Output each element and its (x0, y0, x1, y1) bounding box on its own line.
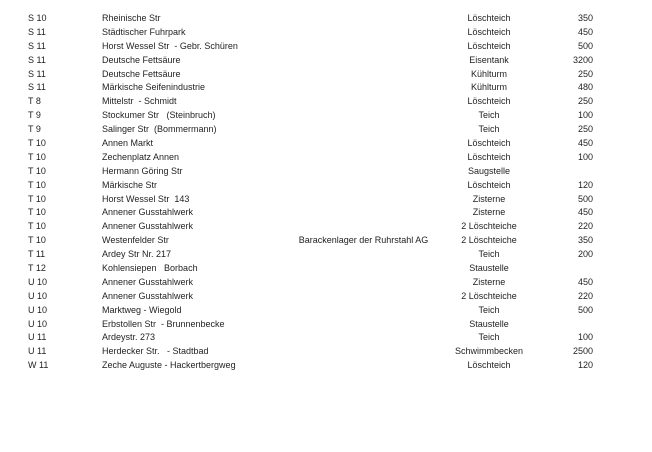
capacity-cell: 500 (577, 193, 593, 204)
type-cell: Staustelle (469, 318, 509, 329)
capacity-cell: 450 (577, 26, 593, 37)
table-row (28, 262, 593, 276)
table-row (28, 109, 593, 123)
table-row (28, 12, 593, 26)
location-cell: Zechenplatz Annen (102, 151, 180, 162)
location-cell: Deutsche Fettsäure (102, 54, 181, 65)
table-row (28, 248, 593, 262)
grid-ref-cell: U 10 (28, 318, 48, 329)
capacity-cell: 500 (577, 40, 593, 51)
location-cell: Horst Wessel Str 143 (102, 193, 190, 204)
location-cell: Annener Gusstahlwerk (102, 221, 194, 232)
capacity-cell: 450 (577, 207, 593, 218)
capacity-cell: 250 (577, 124, 593, 135)
grid-ref-cell: S 11 (28, 68, 46, 79)
grid-ref-cell: T 10 (28, 221, 46, 232)
table-row (28, 95, 593, 109)
location-cell: Annener Gusstahlwerk (102, 276, 194, 287)
location-cell: Ardey Str Nr. 217 (102, 249, 172, 260)
grid-ref-cell: U 10 (28, 304, 48, 315)
grid-ref-cell: S 11 (28, 54, 46, 65)
capacity-cell: 120 (577, 179, 593, 190)
capacity-cell: 200 (577, 249, 593, 260)
table-row (28, 137, 593, 151)
table-row (28, 151, 593, 165)
location-cell: Märkische Str (102, 179, 158, 190)
location-cell: Horst Wessel Str - Gebr. Schüren (102, 40, 238, 51)
location-cell: Zeche Auguste - Hackertbergweg (102, 360, 236, 371)
grid-ref-cell: T 10 (28, 138, 46, 149)
capacity-cell: 100 (577, 151, 593, 162)
location-cell: Erbstollen Str - Brunnenbecke (102, 318, 225, 329)
grid-ref-cell: S 10 (28, 13, 47, 23)
type-cell: Löschteich (467, 179, 511, 190)
capacity-cell: 450 (577, 276, 593, 287)
capacity-cell: 100 (577, 110, 593, 121)
location-cell: Annener Gusstahlwerk (102, 207, 194, 218)
type-cell: Kühlturm (470, 68, 507, 79)
type-cell: Zisterne (472, 276, 506, 287)
type-cell: Teich (478, 332, 500, 343)
type-cell: Zisterne (472, 207, 506, 218)
note-cell: Barackenlager der Ruhrstahl AG (298, 235, 429, 246)
table-row (28, 40, 593, 54)
grid-ref-cell: T 11 (28, 249, 46, 260)
capacity-cell: 480 (577, 82, 593, 93)
grid-ref-cell: S 11 (28, 82, 46, 93)
table-row (28, 165, 593, 179)
location-cell: Ardeystr. 273 (102, 332, 156, 343)
location-cell: Märkische Seifenindustrie (102, 82, 206, 93)
table-row (28, 179, 593, 193)
grid-ref-cell: S 11 (28, 40, 46, 51)
grid-ref-cell: T 12 (28, 263, 46, 274)
capacity-cell: 250 (577, 68, 593, 79)
table-row (28, 304, 593, 318)
location-cell: Stockumer Str (Steinbruch) (102, 110, 216, 121)
location-cell: Marktweg - Wiegold (102, 304, 182, 315)
location-cell: Deutsche Fettsäure (102, 68, 181, 79)
location-cell: Hermann Göring Str (102, 165, 183, 176)
capacity-cell: 350 (577, 13, 593, 23)
type-cell: Löschteich (467, 360, 511, 371)
type-cell: Teich (478, 124, 500, 135)
table-row (28, 26, 593, 40)
grid-ref-cell: T 9 (28, 110, 41, 121)
type-cell: Saugstelle (467, 165, 511, 176)
type-cell: Teich (478, 304, 500, 315)
table-row (28, 359, 593, 373)
type-cell: Kühlturm (470, 82, 507, 93)
location-cell: Rheinische Str (102, 13, 161, 23)
table-row (28, 345, 593, 359)
table-row (28, 331, 593, 345)
type-cell: Löschteich (467, 40, 511, 51)
grid-ref-cell: S 11 (28, 26, 46, 37)
capacity-cell: 500 (577, 304, 593, 315)
location-cell: Mittelstr - Schmidt (102, 96, 177, 107)
type-cell: Löschteich (467, 13, 511, 23)
capacity-cell: 120 (577, 360, 593, 371)
table-row (28, 318, 593, 332)
table-row (28, 234, 593, 248)
grid-ref-cell: T 10 (28, 151, 46, 162)
table-row (28, 220, 593, 234)
table-row (28, 123, 593, 137)
table-row (28, 54, 593, 68)
grid-ref-cell: T 10 (28, 179, 46, 190)
capacity-cell: 250 (577, 96, 593, 107)
type-cell: Staustelle (469, 263, 509, 274)
capacity-cell: 3200 (572, 54, 593, 65)
location-cell: Städtischer Fuhrpark (102, 26, 186, 37)
location-cell: Kohlensiepen Borbach (102, 263, 198, 274)
grid-ref-cell: T 8 (28, 96, 41, 107)
capacity-cell: 100 (577, 332, 593, 343)
location-cell: Westenfelder Str (102, 235, 169, 246)
type-cell: Löschteich (467, 26, 511, 37)
type-cell: Schwimmbecken (454, 346, 524, 357)
capacity-cell: 220 (577, 221, 593, 232)
capacity-cell: 2500 (572, 346, 593, 357)
table-row (28, 290, 593, 304)
grid-ref-cell: U 10 (28, 290, 48, 301)
type-cell: 2 Löschteiche (461, 221, 517, 232)
capacity-cell: 450 (577, 138, 593, 149)
table-row (28, 206, 593, 220)
location-cell: Salinger Str (Bommermann) (102, 124, 217, 135)
location-cell: Annener Gusstahlwerk (102, 290, 194, 301)
grid-ref-cell: T 10 (28, 207, 46, 218)
type-cell: Zisterne (472, 193, 506, 204)
table-row (28, 68, 593, 82)
grid-ref-cell: T 10 (28, 165, 46, 176)
capacity-cell: 350 (577, 235, 593, 246)
type-cell: Teich (478, 249, 500, 260)
type-cell: Löschteich (467, 151, 511, 162)
water-sources-table (28, 12, 593, 373)
grid-ref-cell: T 9 (28, 124, 41, 135)
grid-ref-cell: T 10 (28, 193, 46, 204)
type-cell: Löschteich (467, 96, 511, 107)
type-cell: Eisentank (469, 54, 509, 65)
type-cell: 2 Löschteiche (461, 290, 517, 301)
table-row (28, 81, 593, 95)
type-cell: 2 Löschteiche (461, 235, 517, 246)
grid-ref-cell: T 10 (28, 235, 46, 246)
type-cell: Teich (478, 110, 500, 121)
capacity-cell: 220 (577, 290, 593, 301)
grid-ref-cell: U 11 (28, 346, 47, 357)
location-cell: Annen Markt (102, 138, 154, 149)
location-cell: Herdecker Str. - Stadtbad (102, 346, 209, 357)
grid-ref-cell: U 11 (28, 332, 47, 343)
grid-ref-cell: U 10 (28, 276, 48, 287)
table-row (28, 193, 593, 207)
table-row (28, 276, 593, 290)
grid-ref-cell: W 11 (28, 360, 49, 371)
type-cell: Löschteich (467, 138, 511, 149)
